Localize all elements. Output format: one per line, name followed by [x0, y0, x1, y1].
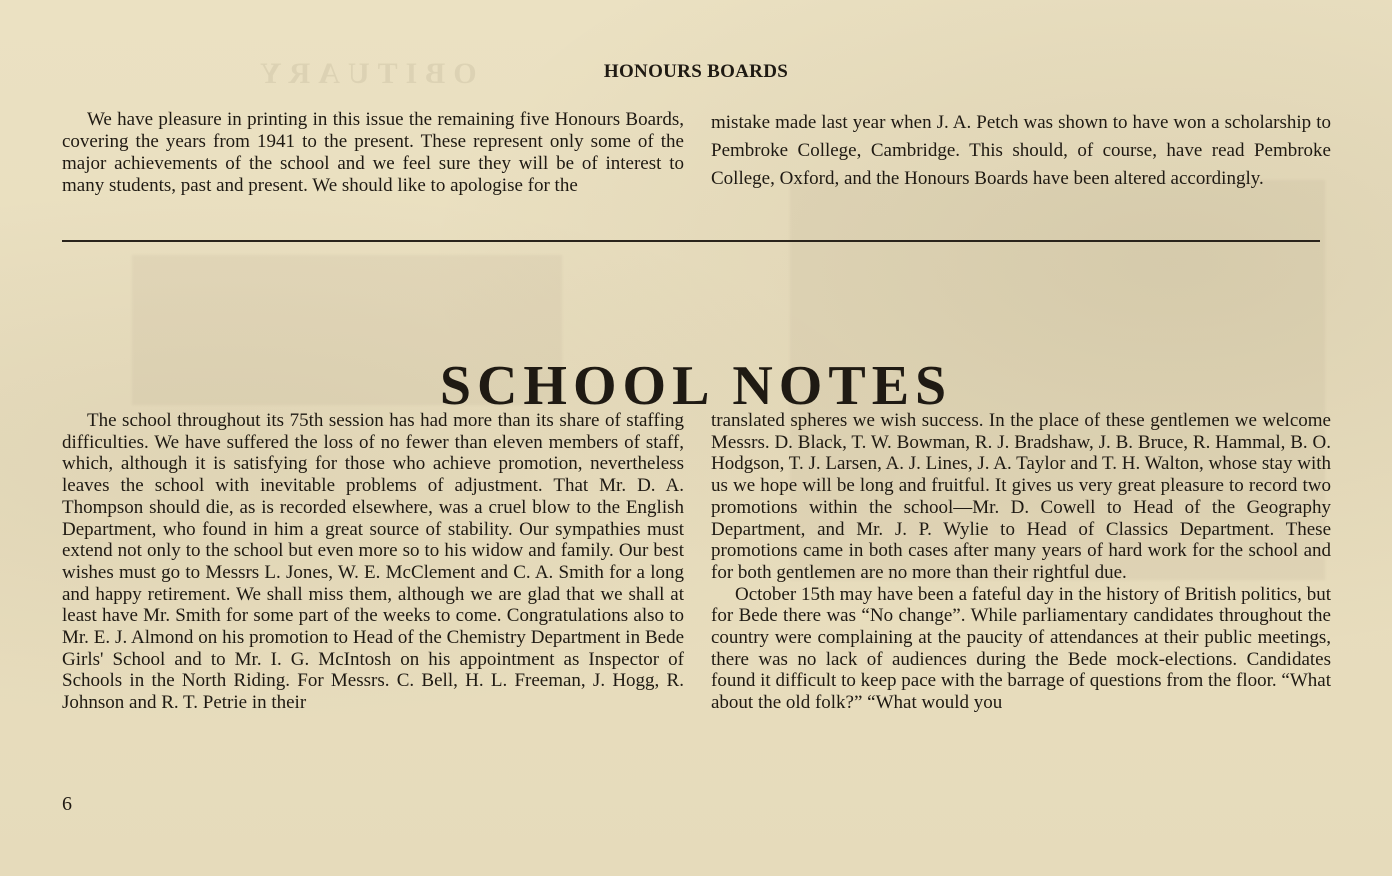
school-notes-title: SCHOOL NOTES: [439, 354, 953, 417]
running-head: HONOURS BOARDS: [603, 61, 789, 82]
honours-boards-left-column: We have pleasure in printing in this issue the remaining five Honours Boards, covering the years from 1941 to the present. These represent only some of the major achievements of the school and we feel sure they will be of interest to many students, past and present. We should like to apologise for the: [62, 109, 684, 196]
school-notes-right-column: [711, 410, 1331, 714]
school-notes-right-paragraph-1: translated spheres we wish success. In the place of these gentlemen we welcome Messrs. D. Black, T. W. Bowman, R. J. Bradshaw, J. B. Bruce, R. Hammal, B. O. Hodgson, T. J. Larsen, A. J. Lines, J. A. Taylor and T. H. Walton, whose stay with us we hope will be long and fruitful. It gives us very great pleasure to record two promotions within the school—Mr. D. Cowell to Head of the Geography Department, and Mr. J. P. Wylie to Head of Classics Department. These promotions came in both cases after many years of hard work for the school and for both gentlemen are no more than their rightful due.: [711, 410, 1331, 583]
page-number: 6: [62, 793, 72, 815]
show-through-heading: OBITUARY: [252, 57, 477, 90]
school-notes-right-paragraph-2: October 15th may have been a fateful day in the history of British politics, but for Bede there was “No change”. While parliamentary candidates throughout the country were complaining at the paucity of attendances at their public meetings, there was no lack of audiences during the Bede mock-elections. Candidates found it difficult to keep pace with the barrage of questions from the floor. “What about the old folk?” “What would you: [711, 583, 1331, 714]
honours-boards-right-column: mistake made last year when J. A. Petch was shown to have won a scholarship to Pembroke College, Cambridge. This should, of course, have read Pembroke College, Oxford, and the Honours Boards have been altered accordingly.: [711, 112, 1331, 189]
section-divider: [62, 240, 1320, 242]
school-notes-left-column: The school throughout its 75th session has had more than its share of staffing difficulties. We have suffered the loss of no fewer than eleven members of staff, which, although it is satisfying for those who achieve promotion, nevertheless leaves the school with inevitable problems of adjustment. That Mr. D. A. Thompson should die, as is recorded elsewhere, was a cruel blow to the English Department, who found in him a great source of stability. Our sympathies must extend not only to the school but even more so to his widow and family. Our best wishes must go to Messrs L. Jones, W. E. McClement and C. A. Smith for a long and happy retirement. We shall miss them, although we are glad that we shall at least have Mr. Smith for some part of the weeks to come. Congratulations also to Mr. E. J. Almond on his promotion to Head of the Chemistry Department in Bede Girls' School and to Mr. I. G. McIntosh on his appointment as Inspector of Schools in the North Riding. For Messrs. C. Bell, H. L. Freeman, J. Hogg, R. Johnson and R. T. Petrie in their: [62, 410, 684, 714]
